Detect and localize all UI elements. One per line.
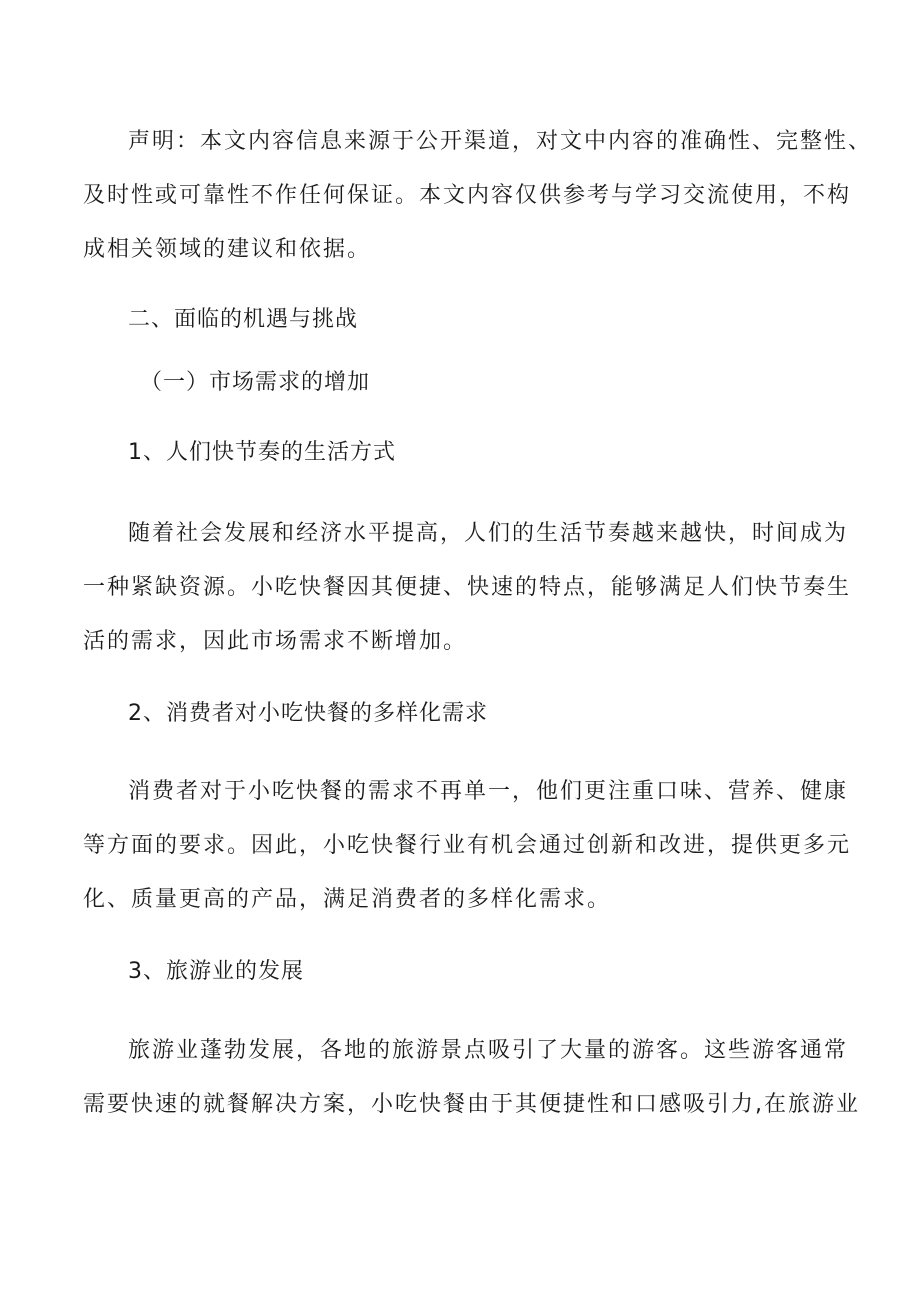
item-2-line-1: 消费者对于小吃快餐的需求不再单一，他们更注重口味、营养、健康 <box>128 779 849 804</box>
item-2-line-2: 等方面的要求。因此，小吃快餐行业有机会通过创新和改进，提供更多元 <box>83 833 852 858</box>
item-2-heading: 2、消费者对小吃快餐的多样化需求 <box>128 701 488 726</box>
item-1-line-1: 随着社会发展和经济水平提高，人们的生活节奏越来越快，时间成为 <box>128 521 849 546</box>
disclaimer-line-3: 成相关领域的建议和依据。 <box>83 237 372 262</box>
item-3-line-1: 旅游业蓬勃发展，各地的旅游景点吸引了大量的游客。这些游客通常 <box>128 1038 849 1063</box>
section-title: 二、面临的机遇与挑战 <box>128 307 359 332</box>
item-1-line-2: 一种紧缺资源。小吃快餐因其便捷、快速的特点，能够满足人们快节奏生 <box>83 575 852 600</box>
item-3-line-2: 需要快速的就餐解决方案，小吃快餐由于其便捷性和口感吸引力,在旅游业 <box>83 1092 860 1117</box>
subsection-title: （一）市场需求的增加 <box>140 370 371 395</box>
item-1-heading: 1、人们快节奏的生活方式 <box>128 440 396 465</box>
item-2-line-3: 化、质量更高的产品，满足消费者的多样化需求。 <box>83 887 612 912</box>
disclaimer-line-2: 及时性或可靠性不作任何保证。本文内容仅供参考与学习交流使用，不构 <box>83 183 852 208</box>
disclaimer-line-1: 声明：本文内容信息来源于公开渠道，对文中内容的准确性、完整性、 <box>128 129 873 154</box>
item-3-heading: 3、旅游业的发展 <box>128 959 304 984</box>
item-1-line-3: 活的需求，因此市场需求不断增加。 <box>83 629 468 654</box>
